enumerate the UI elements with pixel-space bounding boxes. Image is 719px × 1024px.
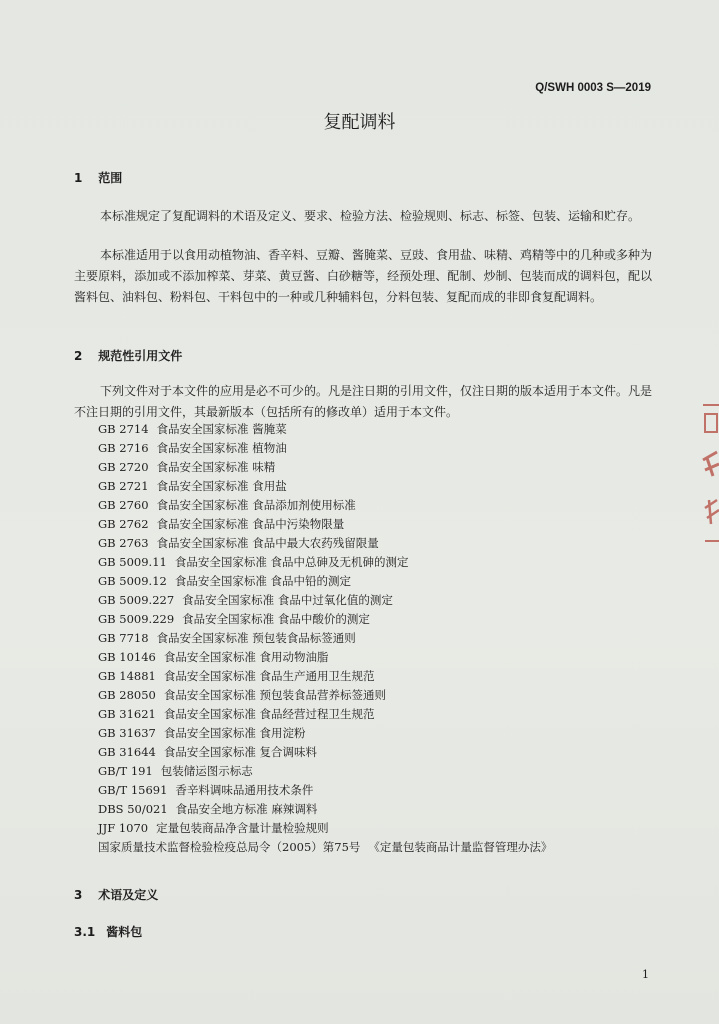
section-1-heading (74, 169, 122, 186)
reference-item (98, 534, 552, 553)
reference-list (98, 420, 552, 857)
reference-title: 食品安全国家标准 味精 (156, 460, 276, 474)
reference-title: 食品安全国家标准 食品添加剂使用标准 (156, 498, 356, 512)
reference-code: GB/T 191 (98, 764, 153, 778)
reference-code: GB 2716 (98, 441, 149, 455)
reference-title: 食品安全国家标准 食品中酸价的测定 (182, 612, 370, 626)
section-number: 2 (74, 349, 83, 363)
reference-code: GB 28050 (98, 688, 156, 702)
reference-title: 食品安全国家标准 食用动物油脂 (163, 650, 329, 664)
reference-title: 食品安全国家标准 预包装食品标签通则 (156, 631, 356, 645)
reference-title: 食品安全国家标准 食品中铅的测定 (174, 574, 352, 588)
reference-item (98, 439, 552, 458)
section-title: 术语及定义 (98, 888, 159, 902)
reference-item (98, 515, 552, 534)
reference-code: DBS 50/021 (98, 802, 168, 816)
reference-item (98, 629, 552, 648)
reference-code: 国家质量技术监督检验检疫总局令（2005）第75号 (98, 840, 361, 854)
reference-title: 食品安全国家标准 食品中过氧化值的测定 (182, 593, 393, 607)
reference-item (98, 496, 552, 515)
reference-code: GB 2760 (98, 498, 149, 512)
reference-code: GB 10146 (98, 650, 156, 664)
reference-title: 食品安全国家标准 食品中总砷及无机砷的测定 (174, 555, 409, 569)
reference-code: GB 2762 (98, 517, 149, 531)
reference-title: 食品安全地方标准 麻辣调料 (175, 802, 318, 816)
reference-code: GB 31644 (98, 745, 156, 759)
reference-item (98, 819, 552, 838)
reference-item (98, 553, 552, 572)
scope-paragraph-2: 本标准适用于以食用动植物油、香辛料、豆瓣、酱腌菜、豆豉、食用盐、味精、鸡精等中的几种或多种为主要原料，添加或不添加榨菜、芽菜、黄豆酱、白砂糖等，经预处理、配制、炒制、包装而成的调料包，配以酱料包、油料包、粉料包、干料包中的一种或几种辅料包，分料包装、复配而成的非即食复配调料。 (74, 248, 653, 304)
reference-code: GB 31637 (98, 726, 156, 740)
reference-title: 《定量包装商品计量监督管理办法》 (368, 840, 553, 854)
reference-item (98, 572, 552, 591)
reference-title: 食品安全国家标准 植物油 (156, 441, 287, 455)
reference-title: 食品安全国家标准 食品生产通用卫生规范 (163, 669, 375, 683)
section-title: 规范性引用文件 (98, 349, 183, 363)
reference-item (98, 667, 552, 686)
reference-title: 食品安全国家标准 食用盐 (156, 479, 287, 493)
reference-title: 食品安全国家标准 复合调味料 (163, 745, 318, 759)
section-title: 酱料包 (106, 925, 143, 939)
reference-code: GB 2763 (98, 536, 149, 550)
reference-title: 包装储运图示标志 (160, 764, 253, 778)
section-number: 3 (74, 888, 83, 902)
standard-code: Q/SWH 0003 S—2019 (535, 82, 651, 94)
reference-code: GB 14881 (98, 669, 156, 683)
section-title: 范围 (98, 171, 123, 185)
scope-paragraph-1: 本标准规定了复配调料的术语及定义、要求、检验方法、检验规则、标志、标签、包装、运输和贮存。 (100, 209, 641, 223)
section-3-1-heading (74, 923, 142, 940)
section-3-heading (74, 886, 158, 903)
reference-title: 食品安全国家标准 酱腌菜 (156, 422, 287, 436)
reference-item (98, 705, 552, 724)
section-number: 1 (74, 171, 83, 185)
reference-code: GB 5009.12 (98, 574, 167, 588)
reference-code: GB 5009.229 (98, 612, 175, 626)
page-number: 1 (642, 968, 649, 981)
reference-code: GB 5009.11 (98, 555, 167, 569)
reference-item (98, 762, 552, 781)
reference-title: 香辛料调味品通用技术条件 (175, 783, 314, 797)
reference-title: 定量包装商品净含量计量检验规则 (156, 821, 329, 835)
reference-item (98, 610, 552, 629)
reference-item (98, 781, 552, 800)
reference-title: 食品安全国家标准 食品中最大农药残留限量 (156, 536, 379, 550)
reference-item (98, 477, 552, 496)
reference-item (98, 458, 552, 477)
reference-title: 食品安全国家标准 预包装食品营养标签通则 (163, 688, 387, 702)
reference-code: GB 31621 (98, 707, 156, 721)
reference-code: GB 2720 (98, 460, 149, 474)
reference-title: 食品安全国家标准 食品中污染物限量 (156, 517, 345, 531)
reference-item (98, 686, 552, 705)
reference-title: 食品安全国家标准 食用淀粉 (163, 726, 306, 740)
reference-item (98, 724, 552, 743)
section-2-heading (74, 347, 182, 364)
reference-code: GB 5009.227 (98, 593, 175, 607)
reference-item (98, 648, 552, 667)
document-title: 复配调料 (323, 112, 396, 133)
reference-title: 食品安全国家标准 食品经营过程卫生规范 (163, 707, 375, 721)
reference-code: GB/T 15691 (98, 783, 168, 797)
reference-code: JJF 1070 (98, 821, 149, 835)
reference-item (98, 800, 552, 819)
red-seal-stamp (697, 400, 719, 550)
section-number: 3.1 (74, 925, 96, 939)
reference-item (98, 743, 552, 762)
reference-item (98, 591, 552, 610)
reference-code: GB 7718 (98, 631, 149, 645)
reference-code: GB 2721 (98, 479, 149, 493)
reference-code: GB 2714 (98, 422, 149, 436)
reference-item (98, 838, 552, 857)
reference-item (98, 420, 552, 439)
references-intro: 下列文件对于本文件的应用是必不可少的。凡是注日期的引用文件，仅注日期的版本适用于本文件。凡是不注日期的引用文件，其最新版本（包括所有的修改单）适用于本文件。 (74, 384, 653, 419)
